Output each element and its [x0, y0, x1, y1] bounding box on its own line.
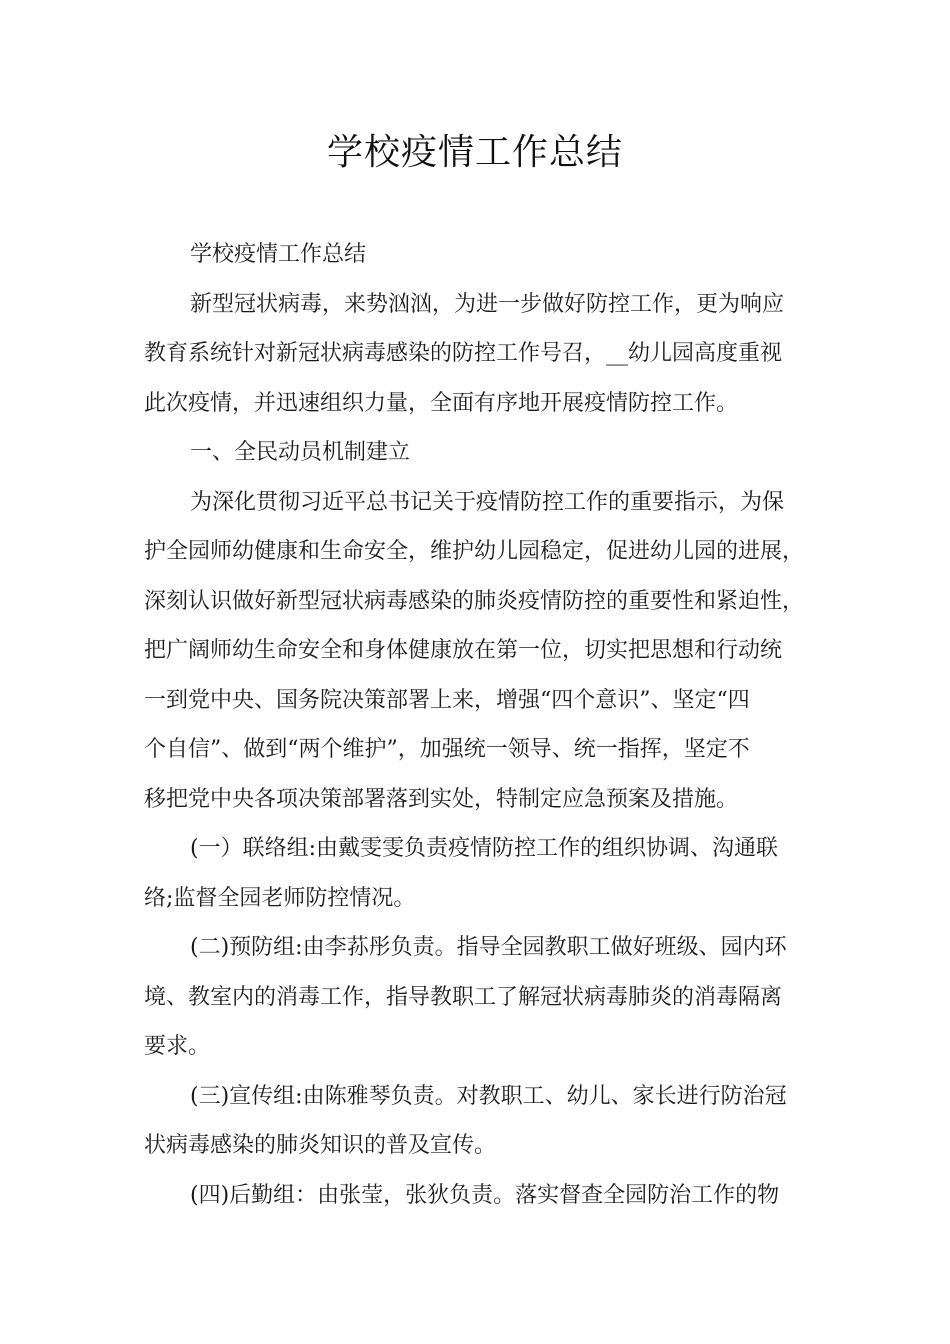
- document-body: [144, 230, 808, 1220]
- paragraph-line: 移把党中央各项决策部署落到实处，特制定应急预案及措施。: [144, 786, 739, 812]
- paragraph-line: 护全园师幼健康和生命安全，维护幼儿园稳定，促进幼儿园的进展，: [144, 539, 805, 564]
- paragraph-line: 境、教室内的消毒工作，指导教职工了解冠状病毒肺炎的消毒隔离: [144, 984, 783, 1010]
- paragraph-line: (三)宣传组:由陈雅琴负责。对教职工、幼儿、家长进行防治冠: [190, 1083, 787, 1109]
- paragraph-line: 教育系统针对新冠状病毒感染的防控工作号召，__幼儿园高度重视: [144, 341, 783, 366]
- document-title: 学校疫情工作总结: [326, 132, 623, 173]
- paragraph-line: 状病毒感染的肺炎知识的普及宣传。: [144, 1133, 497, 1158]
- section-heading: 一、全民动员机制建立: [190, 440, 411, 465]
- paragraph-line: (二)预防组:由李荪彤负责。指导全园教职工做好班级、园内环: [190, 935, 787, 960]
- paragraph-line: 深刻认识做好新型冠状病毒感染的肺炎疫情防控的重要性和紧迫性，: [144, 588, 805, 614]
- paragraph-line: 把广阔师幼生命安全和身体健康放在第一位，切实把思想和行动统: [144, 638, 783, 663]
- paragraph-line: 学校疫情工作总结: [190, 242, 367, 267]
- paragraph-line: 个自信”、做到“两个维护”，加强统一领导、统一指挥，坚定不: [144, 737, 750, 762]
- paragraph-line: 络;监督全园老师防控情况。: [144, 885, 416, 911]
- paragraph-line: (一）联络组:由戴雯雯负责疫情防控工作的组织协调、沟通联: [190, 836, 778, 861]
- paragraph-line: 一到党中央、国务院决策部署上来，增强“四个意识”、坚定“四: [144, 687, 750, 713]
- paragraph-line: (四)后勤组：由张莹，张狄负责。落实督查全园防治工作的物: [190, 1182, 780, 1208]
- paragraph-line: 要求。: [144, 1034, 211, 1059]
- paragraph-line: 为深化贯彻习近平总书记关于疫情防控工作的重要指示，为保: [190, 489, 785, 515]
- paragraph-line: 此次疫情，并迅速组织力量，全面有序地开展疫情防控工作。: [144, 390, 739, 416]
- paragraph-line: 新型冠状病毒，来势汹汹，为进一步做好防控工作，更为响应: [190, 291, 785, 317]
